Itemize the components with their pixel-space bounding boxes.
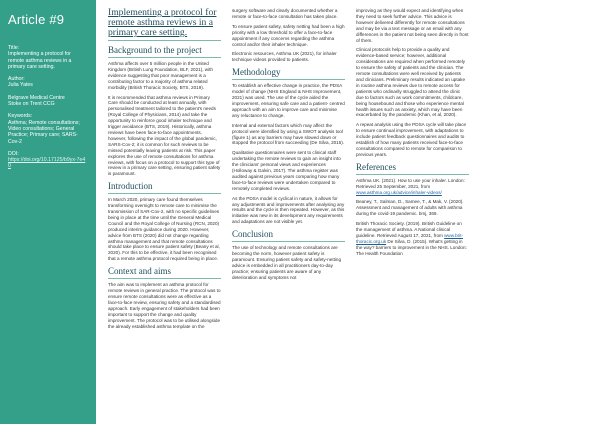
doi-link[interactable]: https://doi.org/10.17125/b9yx-7e40 — [8, 157, 86, 170]
divider — [232, 241, 345, 242]
paragraph: Clinical protocols help to provide a quality and evidence-based service; however, additional considerations are required when performed remotely to ensure the safety of patients and the clinician. The remote consultations were well received by patients and clinicians. Preliminary results indicated an uptake in routine asthma reviews due to remote access for patients who ordinarily struggled to attend the clinic due to factors such as work commitments, childcare, being housebound and those who experience mental health issues such as anxiety, which may have been exacerbated by the pandemic (Khan, et al, 2020). — [356, 47, 466, 118]
organisation-2: Stoke on Trent CCG — [8, 101, 55, 108]
paragraph: It is recommended that asthma reviews in Primary Care should be conducted at least annually, with personalised treatment tailored to the patient's needs (Royal College of Physicians, 2014) and take the opportunity to reinforce good inhaler technique and trigger avoidance (BTS, 2019). Historically, asthma reviews have been face-to-face appointments, however, following the impact of the global pandemic, SARS-Cov-2; it is common for such reviews to be missed potentially leaving patients at risk. This paper explores the use of remote consultations for asthma reviews, with focus on a protocol to support this type of review in a primary care setting, ensuring patient safety is paramount. — [108, 94, 221, 177]
context-heading: Context and aims — [108, 266, 171, 277]
reference-link[interactable]: www.brit-thoracic.org.uk — [356, 233, 463, 244]
reference-item — [356, 221, 469, 256]
introduction-heading: Introduction — [108, 181, 153, 192]
author-label: Author: — [8, 76, 25, 83]
divider — [108, 40, 221, 41]
organisation-1: Belgrave Medical Centre — [8, 94, 65, 101]
paragraph: Electronic resources, Asthma UK (2021), for inhaler technique videos provided to patients. — [232, 51, 337, 63]
organisation-block — [8, 95, 88, 108]
reference-link[interactable]: www.asthma.org.uk/advice/inhaler-videos/ — [356, 189, 442, 195]
keywords-label: Keywords: — [8, 113, 33, 120]
divider — [356, 174, 469, 175]
paragraph: The use of technology and remote consultations are becoming the norm, however patient safety is paramount. Ensuring patient safety and safety-netting advice is embedded in all practitioners day-to-day practice; ensuring patients are aware of any deterioration and symptoms not — [232, 245, 342, 280]
doi-label: DOI: — [8, 150, 19, 157]
keywords-block — [8, 113, 88, 144]
keywords-text: Asthma; Remote consultations; Video consultations; General Practice; Primary care; SARS-Cov-2 — [8, 119, 80, 145]
column-1 — [108, 8, 221, 424]
paragraph: Internal and external factors which may affect the protocol were identified by using a SWOT analysis tool (figure 1) as any barriers may have slowed down or stopped the protocol from succeeding (De Silva, 2015). — [232, 122, 345, 146]
conclusion-heading: Conclusion — [232, 229, 274, 240]
reference-text: Asthma UK. (2021). How to use your inhaler. London: Retrieved 25 September, 2021, from — [356, 177, 465, 189]
article-number: Article #9 — [8, 12, 65, 27]
paragraph: The aim was to implement an asthma protocol for remote reviews in general practice. The protocol was to ensure remote consultations were as effective as a face-to-face review, ensuring safety and a standardised approach. Early engagement of stakeholders had been important to support the change and quality improvement. The protocol was to be utilised alongside the already established asthma template on the — [108, 282, 221, 329]
reference-text: British Thoracic Society. (2019). British Guideline on the management of asthma. A National clinical guideline. Retrieved August 17, 2021, from — [356, 221, 462, 238]
divider — [108, 193, 221, 194]
paragraph: To establish an effective change in practice, the PDSA model of change (NHS England & NHS Improvement, 2021) was used. The use of the cycle aided the improvement, ensuring safe care and a patient- centred approach with an aim to improve care and minimise any reluctance to change. — [232, 83, 345, 118]
author-block — [8, 76, 88, 89]
column-3 — [356, 8, 469, 424]
paragraph: Asthma affects over 5 million people in the United Kingdom (British Lung Foundation, BLF, 2021), with evidence suggesting that poor management is a contributing factor to a majority of asthma related morbidity (British Thoracic Society, BTS, 2019). — [108, 61, 213, 90]
author-name: Julia Yates — [8, 82, 33, 89]
divider — [108, 278, 221, 279]
paragraph: surgery software and clearly documented whether a remote or face-to-face consultation has taken place. — [232, 8, 338, 19]
paragraph: A repeat analysis using the PDSA cycle will take place to ensure continual improvement, with adaptations to include patient feedback questionnaires and audits to establish of how many patients received face-to-face consultations compared to remote for comparison to previous years. — [356, 122, 467, 157]
paragraph: In March 2020, primary care found themselves transforming overnight to remote care to minimise the transmission of SAR-Cov-2, with no specific guidelines being in place at the time until the General Medical Council and the Royal College of Nursing (RCN, 2020) produced interim guidance during 2020. However, advice from BTS (2020) did not change regarding asthma management and that remote consultations should take place to ensure patient safety (Beany et al, 2020). For this to be effective, it had been recognised that a remote asthma protocol required being in place. — [108, 197, 220, 262]
paragraph: To ensure patient safety, safety netting had been a high priority with a low threshold to offer a face-to-face appointment if any concerns regarding the asthma control and/or their inhaler technique. — [232, 23, 345, 47]
divider — [232, 79, 345, 80]
article-title: Implementing a protocol for remote asthma reviews in a primary care setting. — [108, 8, 217, 38]
column-4 — [481, 8, 593, 424]
reference-item — [356, 178, 469, 196]
title-block — [8, 45, 88, 70]
paragraph: Qualitative questionnaires were sent to clinical staff undertaking the remote reviews to gain an insight into the clinicians' personal views and experiences (Holloway & Galvin, 2017). The asthma register was audited against previous years comparing how many face-to-face reviews were undertaken compared to remotely completed reviews. — [232, 150, 341, 191]
title-label: Title: — [8, 45, 20, 51]
paragraph: improving as they would expect and identifying when they need to seek further advice. This advice is however delivered differently for remote consultations and may be via a text message or an email with any differences in the patient not being seen directly in front of them. — [356, 8, 469, 43]
divider — [108, 57, 221, 58]
reference-item: Beaney, T., Salman, D., Samee, T., & Mak, V. (2020). Assessment and management of adults with asthma during the covid-19 pandemic. bmj, 369. — [356, 199, 464, 217]
column-2 — [232, 8, 345, 424]
methodology-heading: Methodology — [232, 67, 281, 78]
title-text: Implementing a protocol for remote asthma reviews in a primary care setting. — [8, 51, 72, 70]
paragraph: As the PDSA model is cyclical in nature, it allows for any adjustments and improvements after analysing any results and the cycle is then repeated. However, as this initiative was new in its development any requirements and adaptations are not visible yet. — [232, 195, 345, 225]
doi-block — [8, 151, 88, 170]
background-heading: Background to the project — [108, 45, 202, 55]
sidebar — [0, 0, 96, 424]
references-heading: References — [356, 161, 396, 172]
reference-text: De Silva, D. (2015). What's getting in the way? barriers to improvement in the NHS. London: The Health Foundation — [356, 238, 467, 256]
